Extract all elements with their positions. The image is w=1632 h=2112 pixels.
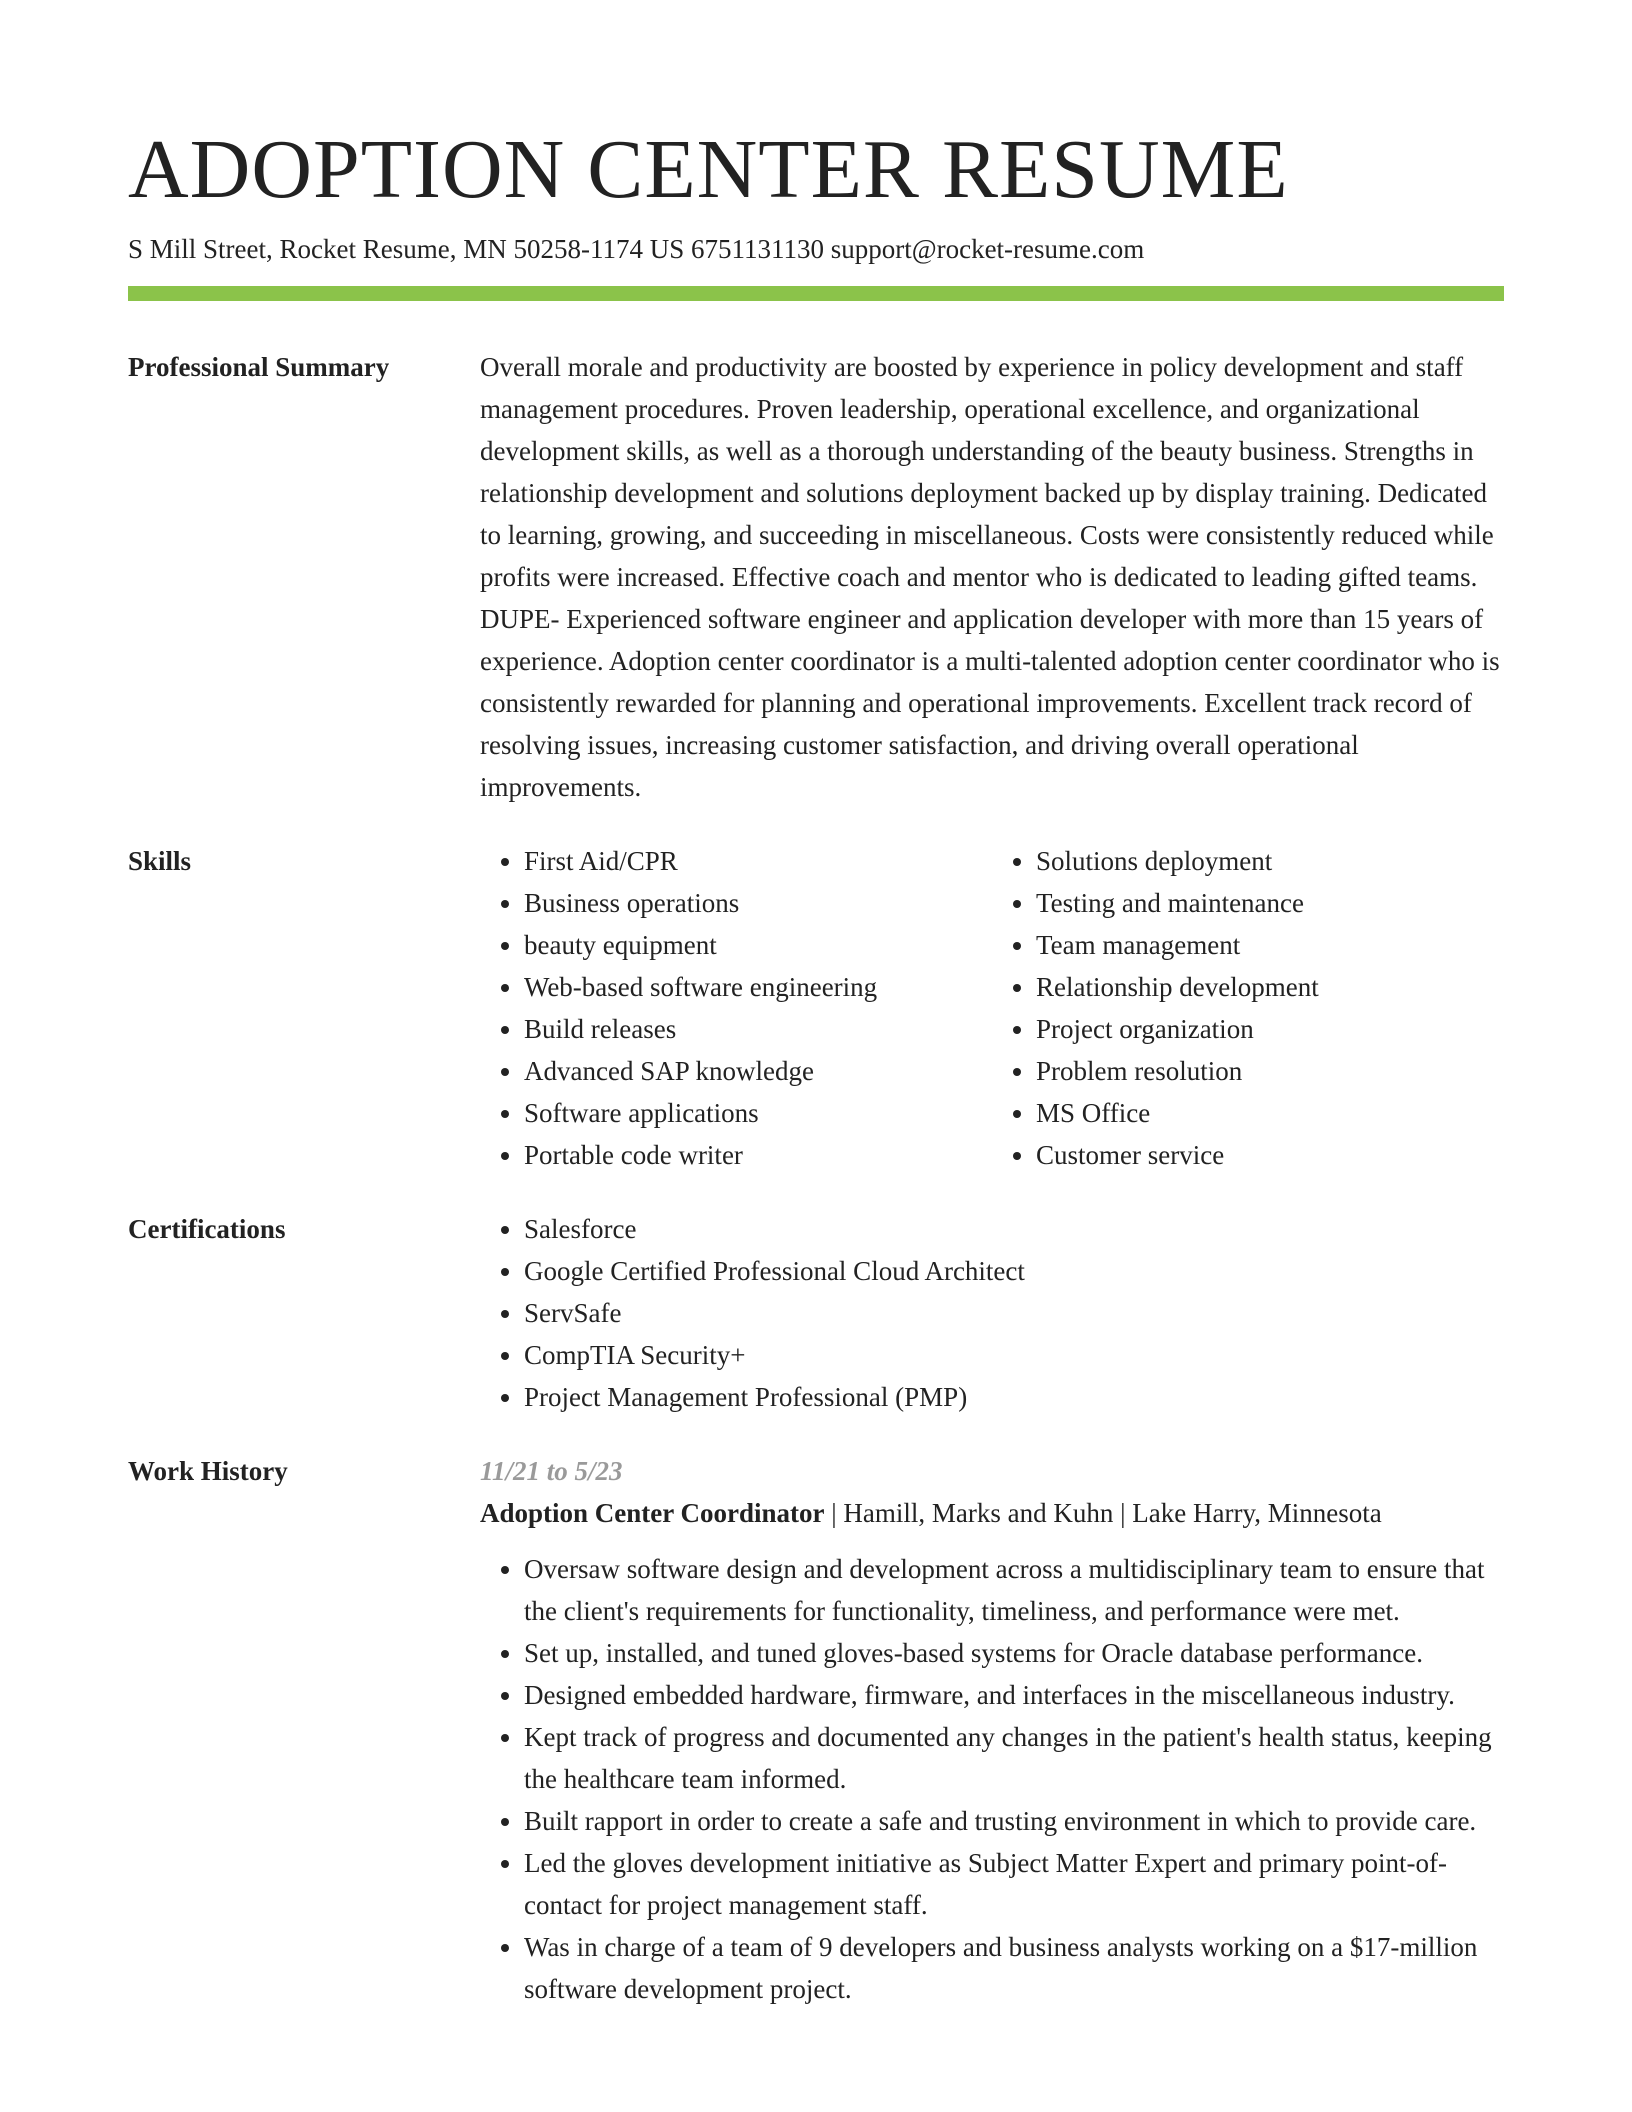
skills-list-left (480, 840, 948, 1176)
skill-item: • Software applications (524, 1092, 948, 1134)
certifications-heading: Certifications (128, 1214, 286, 1244)
skill-item: • MS Office (1036, 1092, 1460, 1134)
certification-item: • Salesforce (524, 1208, 1504, 1250)
work-history-heading: Work History (128, 1456, 288, 1486)
skill-item: • Team management (1036, 924, 1460, 966)
skill-item: • Portable code writer (524, 1134, 948, 1176)
skill-item: • Problem resolution (1036, 1050, 1460, 1092)
job-duty-item: • Built rapport in order to create a safe and trusting environment in which to provide care. (524, 1800, 1504, 1842)
skill-item: • First Aid/CPR (524, 840, 948, 882)
skill-item: • Customer service (1036, 1134, 1460, 1176)
skill-item: • Testing and maintenance (1036, 882, 1460, 924)
job-duty-item: • Was in charge of a team of 9 developers and business analysts working on a $17-million software development project. (524, 1926, 1504, 2010)
summary-text: Overall morale and productivity are boosted by experience in policy development and staff management procedures. Proven leadership, operational excellence, and organizational development skills, as well as a thorough understanding of the beauty business. Strengths in relationship development and solutions deployment backed up by display training. Dedicated to learning, growing, and succeeding in miscellaneous. Costs were consistently reduced while profits were increased. Effective coach and mentor who is dedicated to leading gifted teams. DUPE- Experienced software engineer and application developer with more than 15 years of experience. Adoption center coordinator is a multi-talented adoption center coordinator who is consistently rewarded for planning and operational improvements. Excellent track record of resolving issues, increasing customer satisfaction, and driving overall operational improvements. (480, 352, 1500, 802)
contact-line: S Mill Street, Rocket Resume, MN 50258-1174 US 6751131130 support@rocket-resume.com (128, 234, 1145, 264)
certification-item: • Project Management Professional (PMP) (524, 1376, 1504, 1418)
job-duty-item: • Set up, installed, and tuned gloves-based systems for Oracle database performance. (524, 1632, 1504, 1674)
certification-item: • ServSafe (524, 1292, 1504, 1334)
skill-item: • beauty equipment (524, 924, 948, 966)
skills-heading: Skills (128, 846, 192, 876)
certification-item: • Google Certified Professional Cloud Architect (524, 1250, 1504, 1292)
skill-item: • Solutions deployment (1036, 840, 1460, 882)
skills-columns (480, 840, 1504, 1176)
job-duties-list (480, 1548, 1504, 2010)
summary-body (480, 346, 1504, 808)
job-employer-location: | Hamill, Marks and Kuhn | Lake Harry, Minnesota (824, 1498, 1382, 1528)
skills-body (480, 840, 1504, 1176)
job-duty-item: • Kept track of progress and documented any changes in the patient's health status, keeping the healthcare team informed. (524, 1716, 1504, 1800)
certifications-list (480, 1208, 1504, 1418)
job-duty-item: • Led the gloves development initiative as Subject Matter Expert and primary point-of-contact for project management staff. (524, 1842, 1504, 1926)
skill-item: • Advanced SAP knowledge (524, 1050, 948, 1092)
resume-title: ADOPTION CENTER RESUME (128, 123, 1289, 216)
skill-item: • Business operations (524, 882, 948, 924)
work-history-body (480, 1450, 1504, 2010)
skills-list-right (992, 840, 1460, 1176)
header-divider (128, 286, 1504, 301)
summary-heading: Professional Summary (128, 352, 390, 382)
skill-item: • Build releases (524, 1008, 948, 1050)
certifications-body (480, 1208, 1504, 1418)
skill-item: • Project organization (1036, 1008, 1460, 1050)
job-duty-item: • Designed embedded hardware, firmware, and interfaces in the miscellaneous industry. (524, 1674, 1504, 1716)
certification-item: • CompTIA Security+ (524, 1334, 1504, 1376)
skill-item: • Relationship development (1036, 966, 1460, 1008)
job-dates: 11/21 to 5/23 (480, 1456, 623, 1486)
job-duty-item: • Oversaw software design and development across a multidisciplinary team to ensure that the client's requirements for functionality, timeliness, and performance were met. (524, 1548, 1504, 1632)
skill-item: • Web-based software engineering (524, 966, 948, 1008)
job-title: Adoption Center Coordinator (480, 1498, 825, 1528)
job-heading (480, 1492, 1504, 1534)
